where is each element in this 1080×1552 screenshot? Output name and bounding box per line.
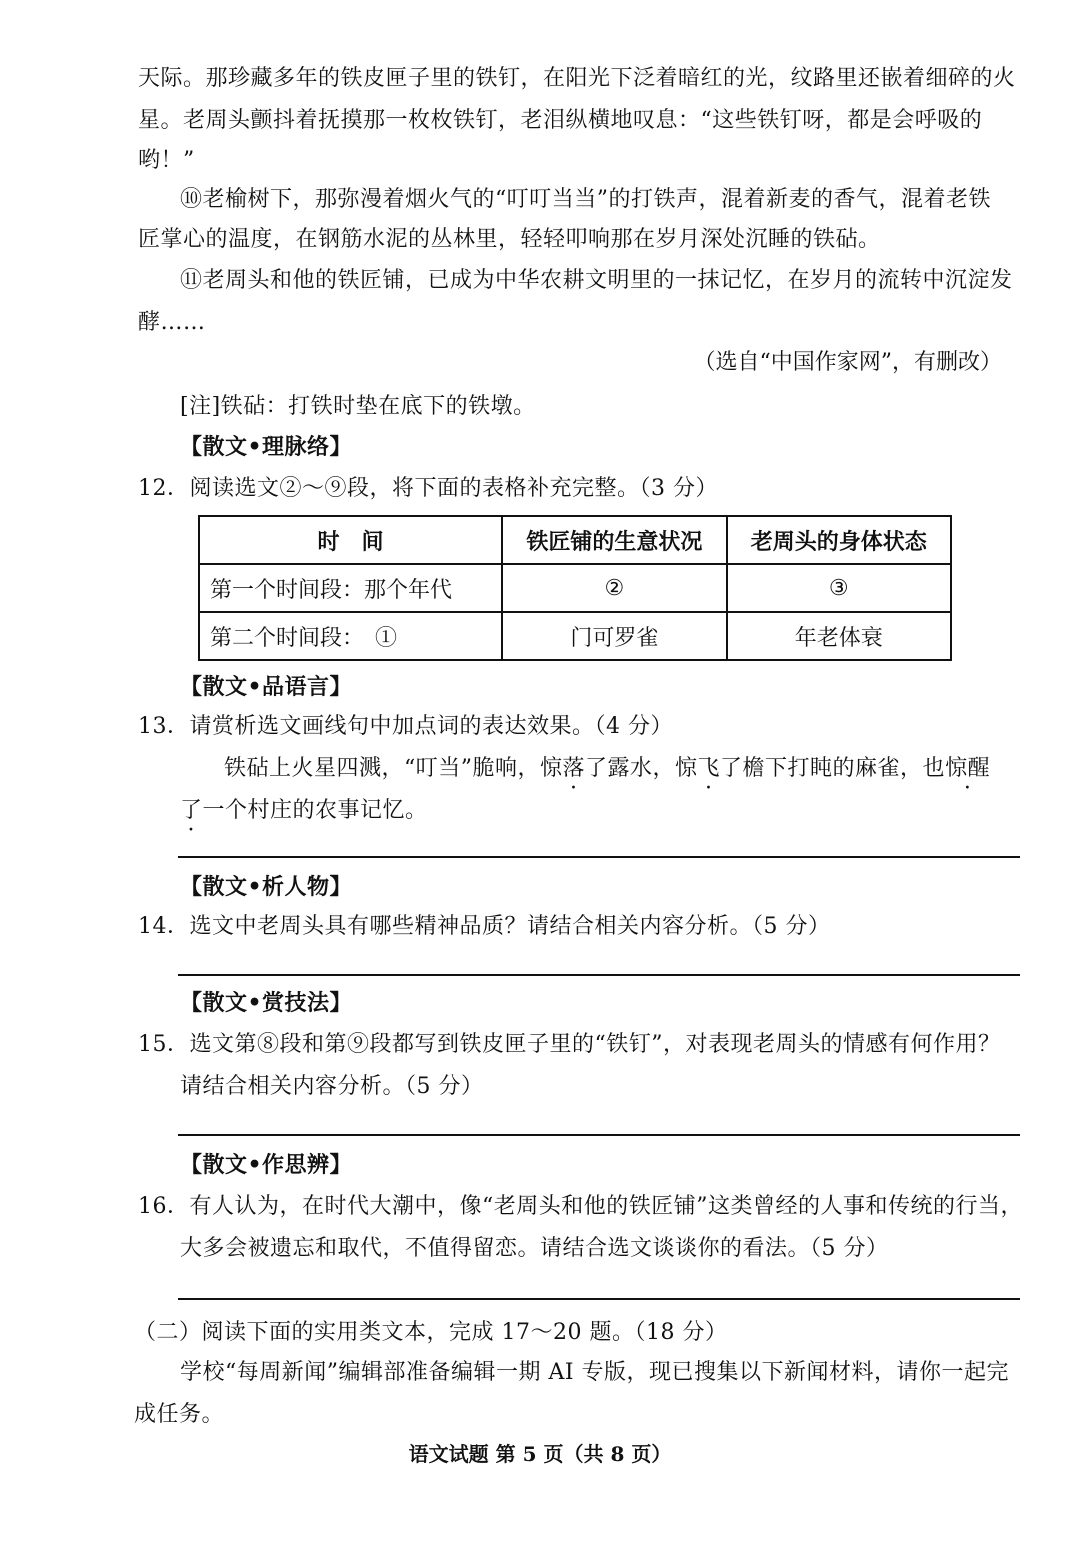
section-heading: 【散文•析人物】 [180, 874, 353, 900]
table-row [199, 612, 951, 660]
underlined-sentence: 铁砧上火星四溅，“叮当”脆响，惊落了露水，惊飞了檐下打盹的麻雀，也惊醒 [224, 754, 990, 784]
part-two-title: （二）阅读下面的实用类文本，完成 17～20 题。（18 分） [134, 1320, 728, 1345]
annotation-note: [注]铁砧：打铁时垫在底下的铁墩。 [180, 394, 536, 419]
table-header: 铁匠铺的生意状况 [502, 516, 726, 564]
answer-line[interactable] [178, 1298, 1020, 1300]
essay-line: 哟！” [138, 148, 195, 173]
dotted-word: 惊落了 [540, 756, 608, 781]
essay-source: （选自“中国作家网”，有删改） [693, 350, 1002, 375]
table-row [199, 564, 951, 612]
table-header-row [199, 516, 951, 564]
section-heading: 【散文•作思辨】 [180, 1152, 353, 1178]
question-13: 13．请赏析选文画线句中加点词的表达效果。（4 分） [138, 714, 673, 739]
table-header: 时 间 [199, 516, 502, 564]
essay-paragraph-10: ⑩老榆树下，那弥漫着烟火气的“叮叮当当”的打铁声，混着新麦的香气，混着老铁 [180, 187, 991, 212]
table-cell: 第一个时间段：那个年代 [199, 564, 502, 612]
essay-paragraph-11: ⑪老周头和他的铁匠铺，已成为中华农耕文明里的一抹记忆，在岁月的流转中沉淀发 [180, 268, 1013, 293]
page-footer: 语文试题 第 5 页（共 8 页） [408, 1442, 672, 1466]
answer-line[interactable] [178, 1134, 1020, 1136]
dotted-word: 了 [180, 798, 203, 823]
essay-line: 星。老周头颤抖着抚摸那一枚枚铁钉，老泪纵横地叹息：“这些铁钉呀，都是会呼吸的 [138, 108, 983, 133]
question-15-cont: 请结合相关内容分析。（5 分） [180, 1074, 484, 1099]
table-cell: 第二个时间段： ① [199, 612, 502, 660]
answer-line[interactable] [178, 856, 1020, 858]
question-15: 15．选文第⑧段和第⑨段都写到铁皮匣子里的“铁钉”，对表现老周头的情感有何作用？ [138, 1032, 1001, 1057]
section-heading: 【散文•品语言】 [180, 674, 353, 700]
answer-table [198, 515, 952, 661]
question-16-cont: 大多会被遗忘和取代，不值得留恋。请结合选文谈谈你的看法。（5 分） [180, 1236, 889, 1261]
section-heading: 【散文•赏技法】 [180, 990, 353, 1016]
answer-line[interactable] [178, 974, 1020, 976]
section-heading: 【散文•理脉络】 [180, 434, 353, 460]
question-14: 14．选文中老周头具有哪些精神品质？请结合相关内容分析。（5 分） [138, 914, 831, 939]
part-two-intro-cont: 成任务。 [134, 1402, 225, 1427]
dotted-word: 惊飞了 [675, 756, 743, 781]
essay-line: 酵…… [138, 310, 206, 335]
table-cell: ③ [727, 564, 951, 612]
question-12: 12．阅读选文②～⑨段，将下面的表格补充完整。（3 分） [138, 476, 718, 501]
underlined-sentence: 了一个村庄的农事记忆。 [180, 796, 428, 826]
essay-line: 天际。那珍藏多年的铁皮匣子里的铁钉，在阳光下泛着暗红的光，纹路里还嵌着细碎的火 [138, 66, 1016, 91]
table-cell: 年老体衰 [727, 612, 951, 660]
dotted-word: 惊醒 [945, 756, 991, 781]
part-two-intro: 学校“每周新闻”编辑部准备编辑一期 AI 专版，现已搜集以下新闻材料，请你一起完 [180, 1360, 1010, 1385]
table-header: 老周头的身体状态 [727, 516, 951, 564]
question-16: 16．有人认为，在时代大潮中，像“老周头和他的铁匠铺”这类曾经的人事和传统的行当， [138, 1194, 1023, 1219]
table-cell: ② [502, 564, 726, 612]
table-cell: 门可罗雀 [502, 612, 726, 660]
essay-line: 匠掌心的温度，在钢筋水泥的丛林里，轻轻叩响那在岁月深处沉睡的铁砧。 [138, 227, 881, 252]
